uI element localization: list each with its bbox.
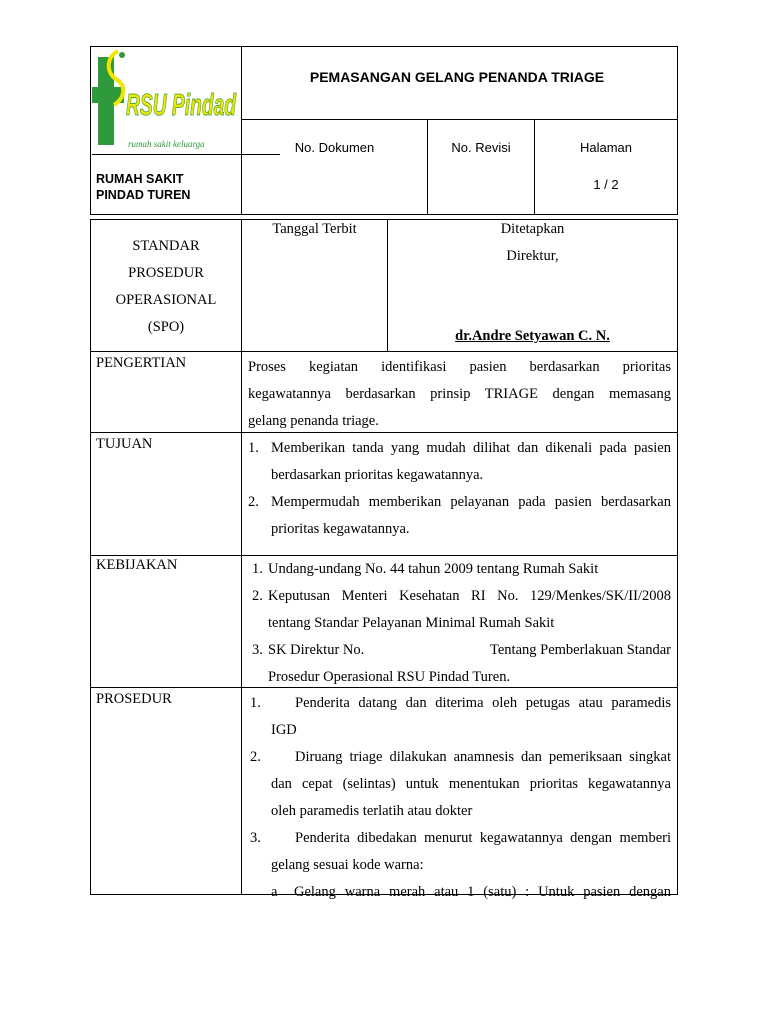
prosedur-sub-letter: a: [271, 884, 278, 900]
tujuan-label: TUJUAN: [96, 436, 153, 452]
kebijakan-item-line: Tentang Pemberlakuan Standar: [490, 642, 671, 658]
prosedur-item-line: IGD: [271, 722, 297, 738]
pengertian-label: PENGERTIAN: [96, 355, 187, 371]
prosedur-item-num: 2.: [250, 749, 261, 765]
prosedur-item-line: Diruang triage dilakukan anamnesis dan pemeriksaan singkat: [295, 749, 671, 765]
tujuan-item-line: Mempermudah memberikan pelayanan pada pasien berdasarkan: [271, 494, 671, 510]
pengertian-line: Proses kegiatan identifikasi pasien berdasarkan prioritas: [248, 359, 671, 375]
tujuan-item-line: prioritas kegawatannya.: [271, 521, 410, 537]
prosedur-item-line: Penderita datang dan diterima oleh petugas atau paramedis: [295, 695, 671, 711]
prosedur-item-line: gelang sesuai kode warna:: [271, 857, 424, 873]
logo-brand-text: RSU Pindad: [126, 87, 237, 122]
no-revisi-label: No. Revisi: [451, 140, 511, 155]
spo-label-line: (SPO): [147, 319, 185, 335]
prosedur-label: PROSEDUR: [96, 691, 172, 707]
spo-label-line: OPERASIONAL: [115, 292, 217, 308]
prosedur-item-line: Penderita dibedakan menurut kegawatannya dengan memberi: [295, 830, 671, 846]
halaman-value: 1 / 2: [593, 177, 619, 192]
director-name: dr.Andre Setyawan C. N.: [455, 328, 610, 344]
pengertian-line: gelang penanda triage.: [248, 413, 379, 429]
kebijakan-item-num: 3.: [252, 642, 263, 658]
prosedur-sub-text: Gelang warna merah atau 1 (satu) : Untuk pasien dengan: [294, 884, 671, 900]
kebijakan-item-line: SK Direktur No.: [268, 642, 365, 658]
kebijakan-label: KEBIJAKAN: [96, 557, 178, 573]
prosedur-item-num: 3.: [250, 830, 261, 846]
hospital-name-line2: PINDAD TUREN: [96, 187, 191, 202]
spo-label-line: STANDAR: [132, 238, 200, 254]
kebijakan-item-line: Prosedur Operasional RSU Pindad Turen.: [268, 669, 511, 685]
hospital-name-line1: RUMAH SAKIT: [96, 172, 184, 186]
kebijakan-item-num: 2.: [252, 588, 263, 604]
kebijakan-item-num: 1.: [252, 561, 263, 577]
no-dokumen-label: No. Dokumen: [294, 140, 375, 155]
kebijakan-item-line: tentang Standar Pelayanan Minimal Rumah Sakit: [268, 615, 555, 631]
spo-label: [91, 233, 241, 341]
halaman-label: Halaman: [579, 140, 633, 155]
tanggal-terbit-label: Tanggal Terbit: [272, 221, 357, 237]
document-title: PEMASANGAN GELANG PENANDA TRIAGE: [309, 69, 605, 85]
prosedur-item-line: dan cepat (selintas) untuk menentukan prioritas kegawatannya: [271, 776, 671, 792]
tujuan-item-line: Memberikan tanda yang mudah dilihat dan dikenali pada pasien: [271, 440, 671, 456]
hospital-name: [96, 172, 190, 203]
hospital-logo: [92, 47, 240, 153]
pengertian-line: kegawatannya berdasarkan prinsip TRIAGE dengan memasang: [248, 386, 671, 402]
logo-tagline-text: rumah sakit keluarga: [128, 139, 205, 149]
prosedur-item-line: oleh paramedis terlatih atau dokter: [271, 803, 473, 819]
kebijakan-item-line: Undang-undang No. 44 tahun 2009 tentang Rumah Sakit: [268, 561, 599, 577]
tujuan-item-num: 2.: [248, 494, 259, 510]
ditetapkan-label: Ditetapkan: [500, 221, 565, 237]
pengertian-text: [248, 354, 671, 435]
tujuan-item-line: berdasarkan prioritas kegawatannya.: [271, 467, 484, 483]
direktur-label: Direktur,: [506, 248, 559, 264]
prosedur-item-num: 1.: [250, 695, 261, 711]
kebijakan-item-line: Keputusan Menteri Kesehatan RI No. 129/Menkes/SK/II/2008: [268, 588, 671, 604]
tujuan-item-num: 1.: [248, 440, 259, 456]
spo-label-line: PROSEDUR: [128, 265, 204, 281]
